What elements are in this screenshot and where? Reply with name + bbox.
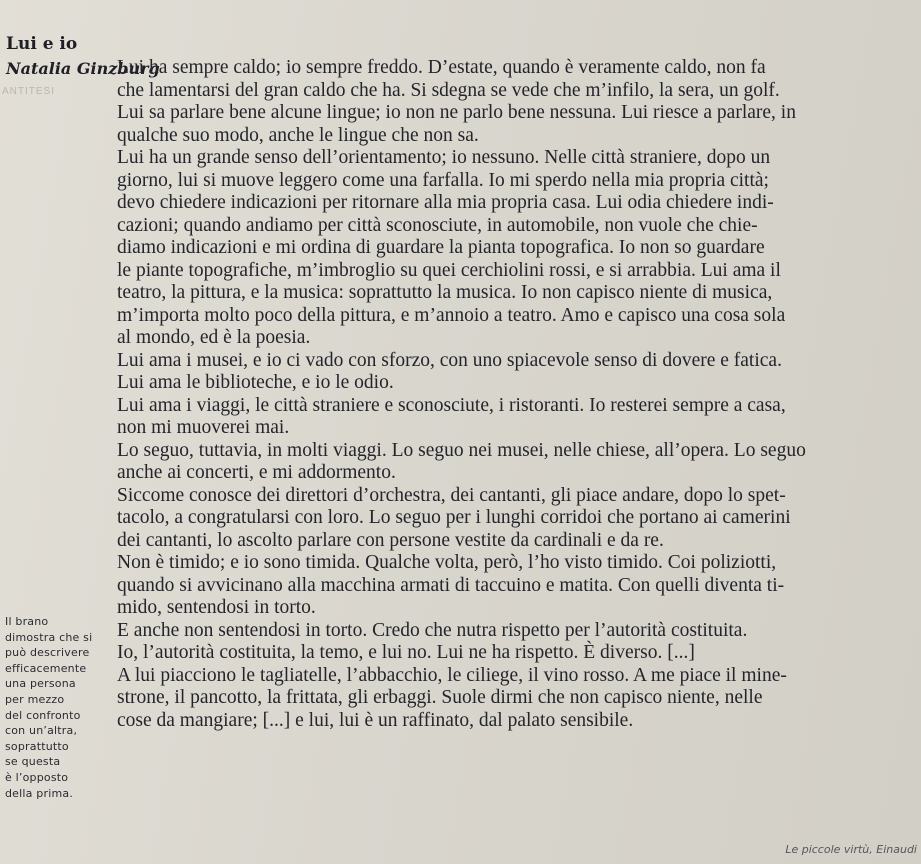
text-line: Lui ama i viaggi, le città straniere e sconosciute, i ristoranti. Io resterei sempre a casa,: [117, 394, 786, 416]
margin-note-line: dimostra che si: [5, 630, 93, 644]
margin-note-line: della prima.: [5, 786, 74, 800]
margin-note-line: per mezzo: [5, 692, 65, 706]
margin-note-line: con un’altra,: [5, 724, 78, 738]
text-line: Lui sa parlare bene alcune lingue; io non ne parlo bene nessuna. Lui riesce a parlare, in: [117, 102, 796, 123]
text-line: Lui ha sempre caldo; io sempre freddo. D’estate, quando è veramente caldo, non fa: [117, 57, 766, 78]
margin-note-line: del confronto: [5, 708, 81, 722]
text-line: Siccome conosce dei direttori d’orchestra, dei cantanti, gli piace andare, dopo lo spet-: [117, 484, 786, 506]
margin-note-line: è l’opposto: [5, 770, 69, 784]
margin-note-line: efficacemente: [5, 661, 87, 675]
text-line: Lui ama le biblioteche, e io le odio.: [117, 372, 394, 393]
text-line: Lo seguo, tuttavia, in molti viaggi. Lo seguo nei musei, nelle chiese, all’opera. Lo seguo: [117, 439, 806, 461]
main-text: [117, 57, 917, 732]
margin-note: [5, 614, 113, 801]
text-line: E anche non sentendosi in torto. Credo che nutra rispetto per l’autorità costituita.: [117, 619, 748, 641]
text-line: qualche suo modo, anche le lingue che non sa.: [117, 124, 479, 146]
text-line: A lui piacciono le tagliatelle, l’abbacchio, le ciliege, il vino rosso. A me piace il mine-: [117, 664, 787, 686]
text-line: Io, l’autorità costituita, la temo, e lui no. Lui ne ha rispetto. È diverso. [...]: [117, 642, 695, 663]
text-line: non mi muoverei mai.: [117, 417, 290, 438]
text-line: cazioni; quando andiamo per città sconosciute, in automobile, non vuole che chie-: [117, 214, 758, 236]
text-line: anche ai concerti, e mi addormento.: [117, 462, 396, 483]
document-title: Lui e io: [6, 34, 78, 54]
text-line: diamo indicazioni e mi ordina di guardare la pianta topografica. Io non so guardare: [117, 237, 765, 258]
margin-note-line: una persona: [5, 677, 76, 691]
text-line: dei cantanti, lo ascolto parlare con persone vestite da cardinali e da re.: [117, 529, 664, 551]
source-credit: Le piccole virtù, Einaudi: [785, 843, 917, 856]
text-line: le piante topografiche, m’imbroglio su quei cerchiolini rossi, e si arrabbia. Lui ama il: [117, 259, 781, 281]
text-line: m’importa molto poco della pittura, e m’annoio a teatro. Amo e capisco una cosa sola: [117, 304, 786, 326]
document-author: Natalia Ginzburg: [6, 59, 160, 78]
text-line: cose da mangiare; [...] e lui, lui è un raffinato, dal palato sensibile.: [117, 709, 634, 731]
margin-note-line: può descrivere: [5, 646, 90, 660]
text-line: teatro, la pittura, e la musica: soprattutto la musica. Io non capisco niente di musica,: [117, 282, 773, 303]
text-line: che lamentarsi del gran caldo che ha. Si sdegna se vede che m’infilo, la sera, un golf.: [117, 79, 780, 101]
text-line: Lui ama i musei, e io ci vado con sforzo, con uno spiacevole senso di dovere e fatica.: [117, 349, 782, 371]
faded-margin-label: ANTITESI: [2, 86, 56, 97]
text-line: Lui ha un grande senso dell’orientamento; io nessuno. Nelle città straniere, dopo un: [117, 147, 771, 168]
text-line: Non è timido; e io sono timida. Qualche volta, però, l’ho visto timido. Coi poliziotti,: [117, 552, 777, 573]
text-line: tacolo, a congratularsi con loro. Lo seguo per i lunghi corridoi che portano ai camerini: [117, 507, 791, 528]
text-line: al mondo, ed è la poesia.: [117, 327, 311, 348]
margin-note-line: Il brano: [5, 615, 49, 628]
margin-note-line: soprattutto: [5, 739, 69, 753]
text-line: strone, il pancotto, la frittata, gli erbaggi. Suole dirmi che non capisco niente, nelle: [117, 687, 763, 708]
text-line: mido, sentendosi in torto.: [117, 597, 316, 618]
text-line: quando si avvicinano alla macchina armati di taccuino e matita. Con quelli diventa ti-: [117, 574, 785, 596]
margin-note-line: se questa: [5, 755, 61, 769]
text-line: devo chiedere indicazioni per ritornare alla mia propria casa. Lui odia chiedere indi-: [117, 192, 774, 213]
text-line: giorno, lui si muove leggero come una farfalla. Io mi sperdo nella mia propria città;: [117, 169, 769, 191]
